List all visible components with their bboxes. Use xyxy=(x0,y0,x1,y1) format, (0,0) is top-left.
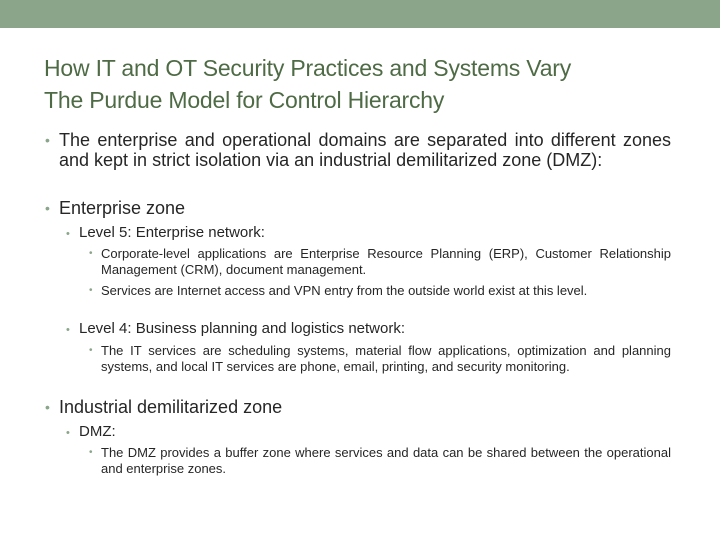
bullet-dot-icon: • xyxy=(89,345,93,356)
bullet-dot-icon: • xyxy=(66,324,70,336)
bullet-dot-icon: • xyxy=(89,248,93,259)
bullet-dot-icon: • xyxy=(66,427,70,439)
bullet-dot-icon: • xyxy=(89,285,93,296)
bullet-dmz-buffer: • The DMZ provides a buffer zone where services and data can be shared between the operational and enterprise zones. xyxy=(89,445,671,476)
bullet-corporate-apps: • Corporate-level applications are Enterprise Resource Planning (ERP), Customer Relationship Management (CRM), document management. xyxy=(89,246,671,277)
bullet-dot-icon: • xyxy=(45,132,50,148)
bullet-dot-icon: • xyxy=(45,399,50,415)
bullet-domains: • The enterprise and operational domains are separated into different zones and kept in strict isolation via an industrial demilitarized zone (DMZ): xyxy=(45,130,671,170)
bullet-level4: • Level 4: Business planning and logistics network: xyxy=(66,320,406,337)
bullet-dot-icon: • xyxy=(66,228,70,240)
bullet-dot-icon: • xyxy=(45,200,50,216)
bullet-it-services: • The IT services are scheduling systems, material flow applications, optimization and planning systems, and local IT services are phone, email, printing, and security monitoring. xyxy=(89,343,671,374)
bullet-industrial-dmz: • Industrial demilitarized zone xyxy=(45,397,283,417)
bullet-dot-icon: • xyxy=(89,447,93,458)
slide-title xyxy=(44,52,684,116)
bullet-level5: • Level 5: Enterprise network: xyxy=(66,224,265,241)
top-accent-bar xyxy=(0,0,720,28)
bullet-enterprise-zone: • Enterprise zone xyxy=(45,198,186,218)
bullet-services-internet: • Services are Internet access and VPN entry from the outside world exist at this level. xyxy=(89,283,588,298)
bullet-dmz: • DMZ: xyxy=(66,423,116,440)
title-line-2: The Purdue Model for Control Hierarchy xyxy=(44,87,445,113)
title-line-1: How IT and OT Security Practices and Systems Vary xyxy=(44,55,572,81)
